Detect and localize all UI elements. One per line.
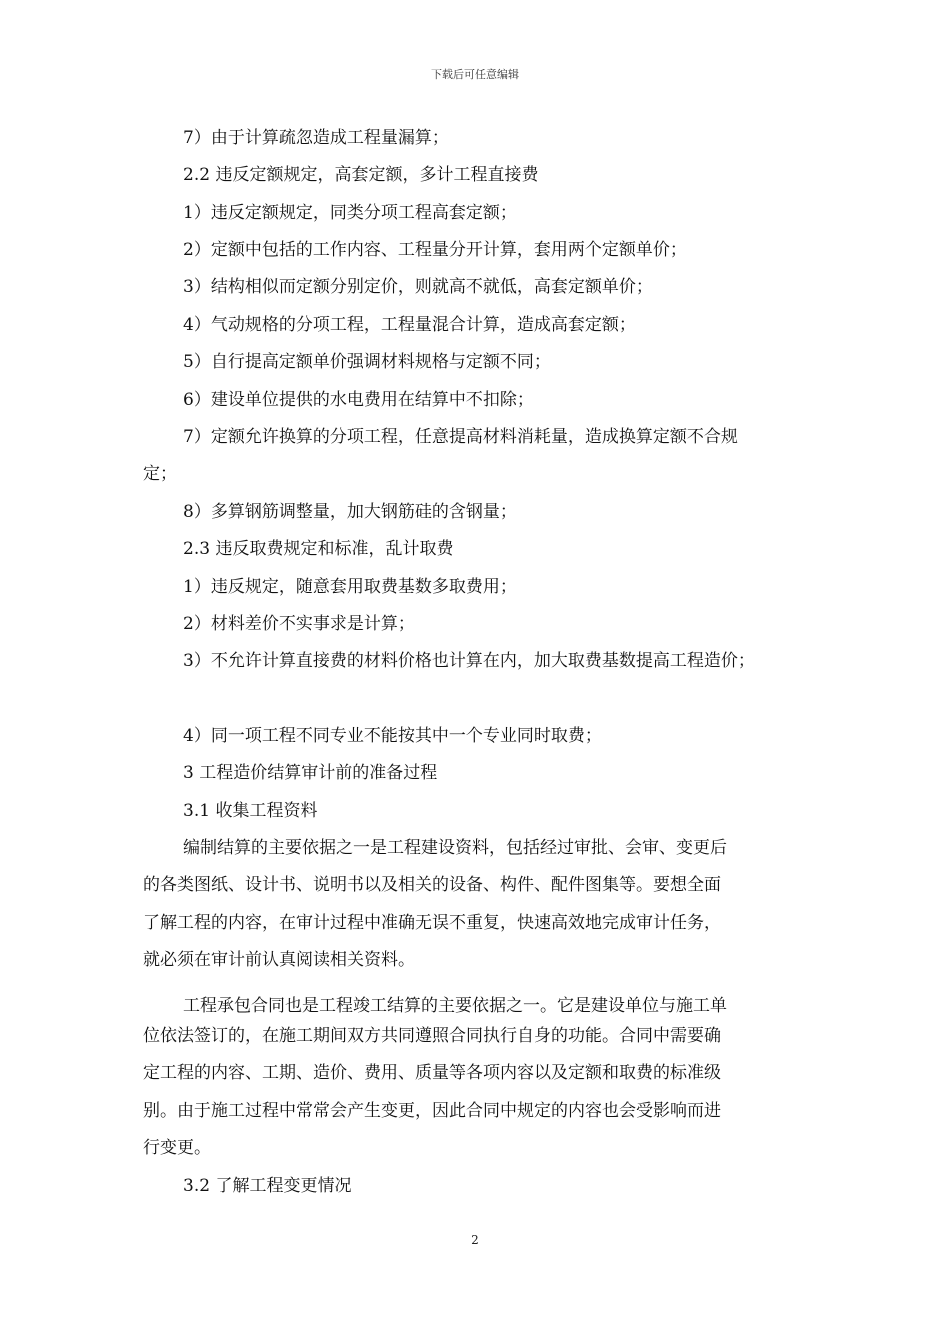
- body-line-1: 7）由于计算疏忽造成工程量漏算；: [183, 128, 449, 148]
- body-line-4: 2）定额中包括的工作内容、工程量分开计算，套用两个定额单价；: [183, 240, 687, 260]
- section-heading-3-1: 3.1 收集工程资料: [183, 801, 318, 821]
- page-number: 2: [471, 1233, 479, 1247]
- body-line-14: 2）材料差价不实事求是计算；: [183, 614, 415, 634]
- body-line-15: 3）不允许计算直接费的材料价格也计算在内，加大取费基数提高工程造价；: [183, 651, 755, 671]
- body-line-3: 1）违反定额规定，同类分项工程高套定额；: [183, 203, 517, 223]
- body-line-7: 5）自行提高定额单价强调材料规格与定额不同；: [183, 352, 551, 372]
- page-header: 下载后可任意编辑: [431, 68, 519, 81]
- paragraph-1-line-4: 就必须在审计前认真阅读相关资料。: [143, 950, 415, 970]
- section-heading-3-2: 3.2 了解工程变更情况: [183, 1176, 352, 1196]
- body-line-6: 4）气动规格的分项工程，工程量混合计算，造成高套定额；: [183, 315, 636, 335]
- paragraph-2-line-1: 工程承包合同也是工程竣工结算的主要依据之一。它是建设单位与施工单: [183, 996, 727, 1016]
- paragraph-1-line-1: 编制结算的主要依据之一是工程建设资料，包括经过审批、会审、变更后: [183, 838, 727, 858]
- paragraph-2-line-3: 定工程的内容、工期、造价、费用、质量等各项内容以及定额和取费的标准级: [143, 1063, 721, 1083]
- body-line-5: 3）结构相似而定额分别定价，则就高不就低，高套定额单价；: [183, 277, 653, 297]
- paragraph-1-line-2: 的各类图纸、设计书、说明书以及相关的设备、构件、配件图集等。要想全面: [143, 875, 721, 895]
- body-line-10: 定；: [143, 464, 177, 484]
- paragraph-2-line-5: 行变更。: [143, 1138, 211, 1158]
- section-heading-3: 3 工程造价结算审计前的准备过程: [183, 763, 438, 783]
- paragraph-1-line-3: 了解工程的内容，在审计过程中准确无误不重复，快速高效地完成审计任务，: [143, 913, 721, 933]
- section-heading-2-3: 2.3 违反取费规定和标准，乱计取费: [183, 539, 454, 559]
- body-line-8: 6）建设单位提供的水电费用在结算中不扣除；: [183, 390, 534, 410]
- body-line-9: 7）定额允许换算的分项工程，任意提高材料消耗量，造成换算定额不合规: [183, 427, 738, 447]
- paragraph-2-line-4: 别。由于施工过程中常常会产生变更，因此合同中规定的内容也会受影响而进: [143, 1101, 721, 1121]
- body-line-16: 4）同一项工程不同专业不能按其中一个专业同时取费；: [183, 726, 602, 746]
- paragraph-2-line-2: 位依法签订的，在施工期间双方共同遵照合同执行自身的功能。合同中需要确: [143, 1026, 721, 1046]
- section-heading-2-2: 2.2 违反定额规定，高套定额，多计工程直接费: [183, 165, 539, 185]
- body-line-11: 8）多算钢筋调整量，加大钢筋硅的含钢量；: [183, 502, 517, 522]
- body-line-13: 1）违反规定，随意套用取费基数多取费用；: [183, 577, 517, 597]
